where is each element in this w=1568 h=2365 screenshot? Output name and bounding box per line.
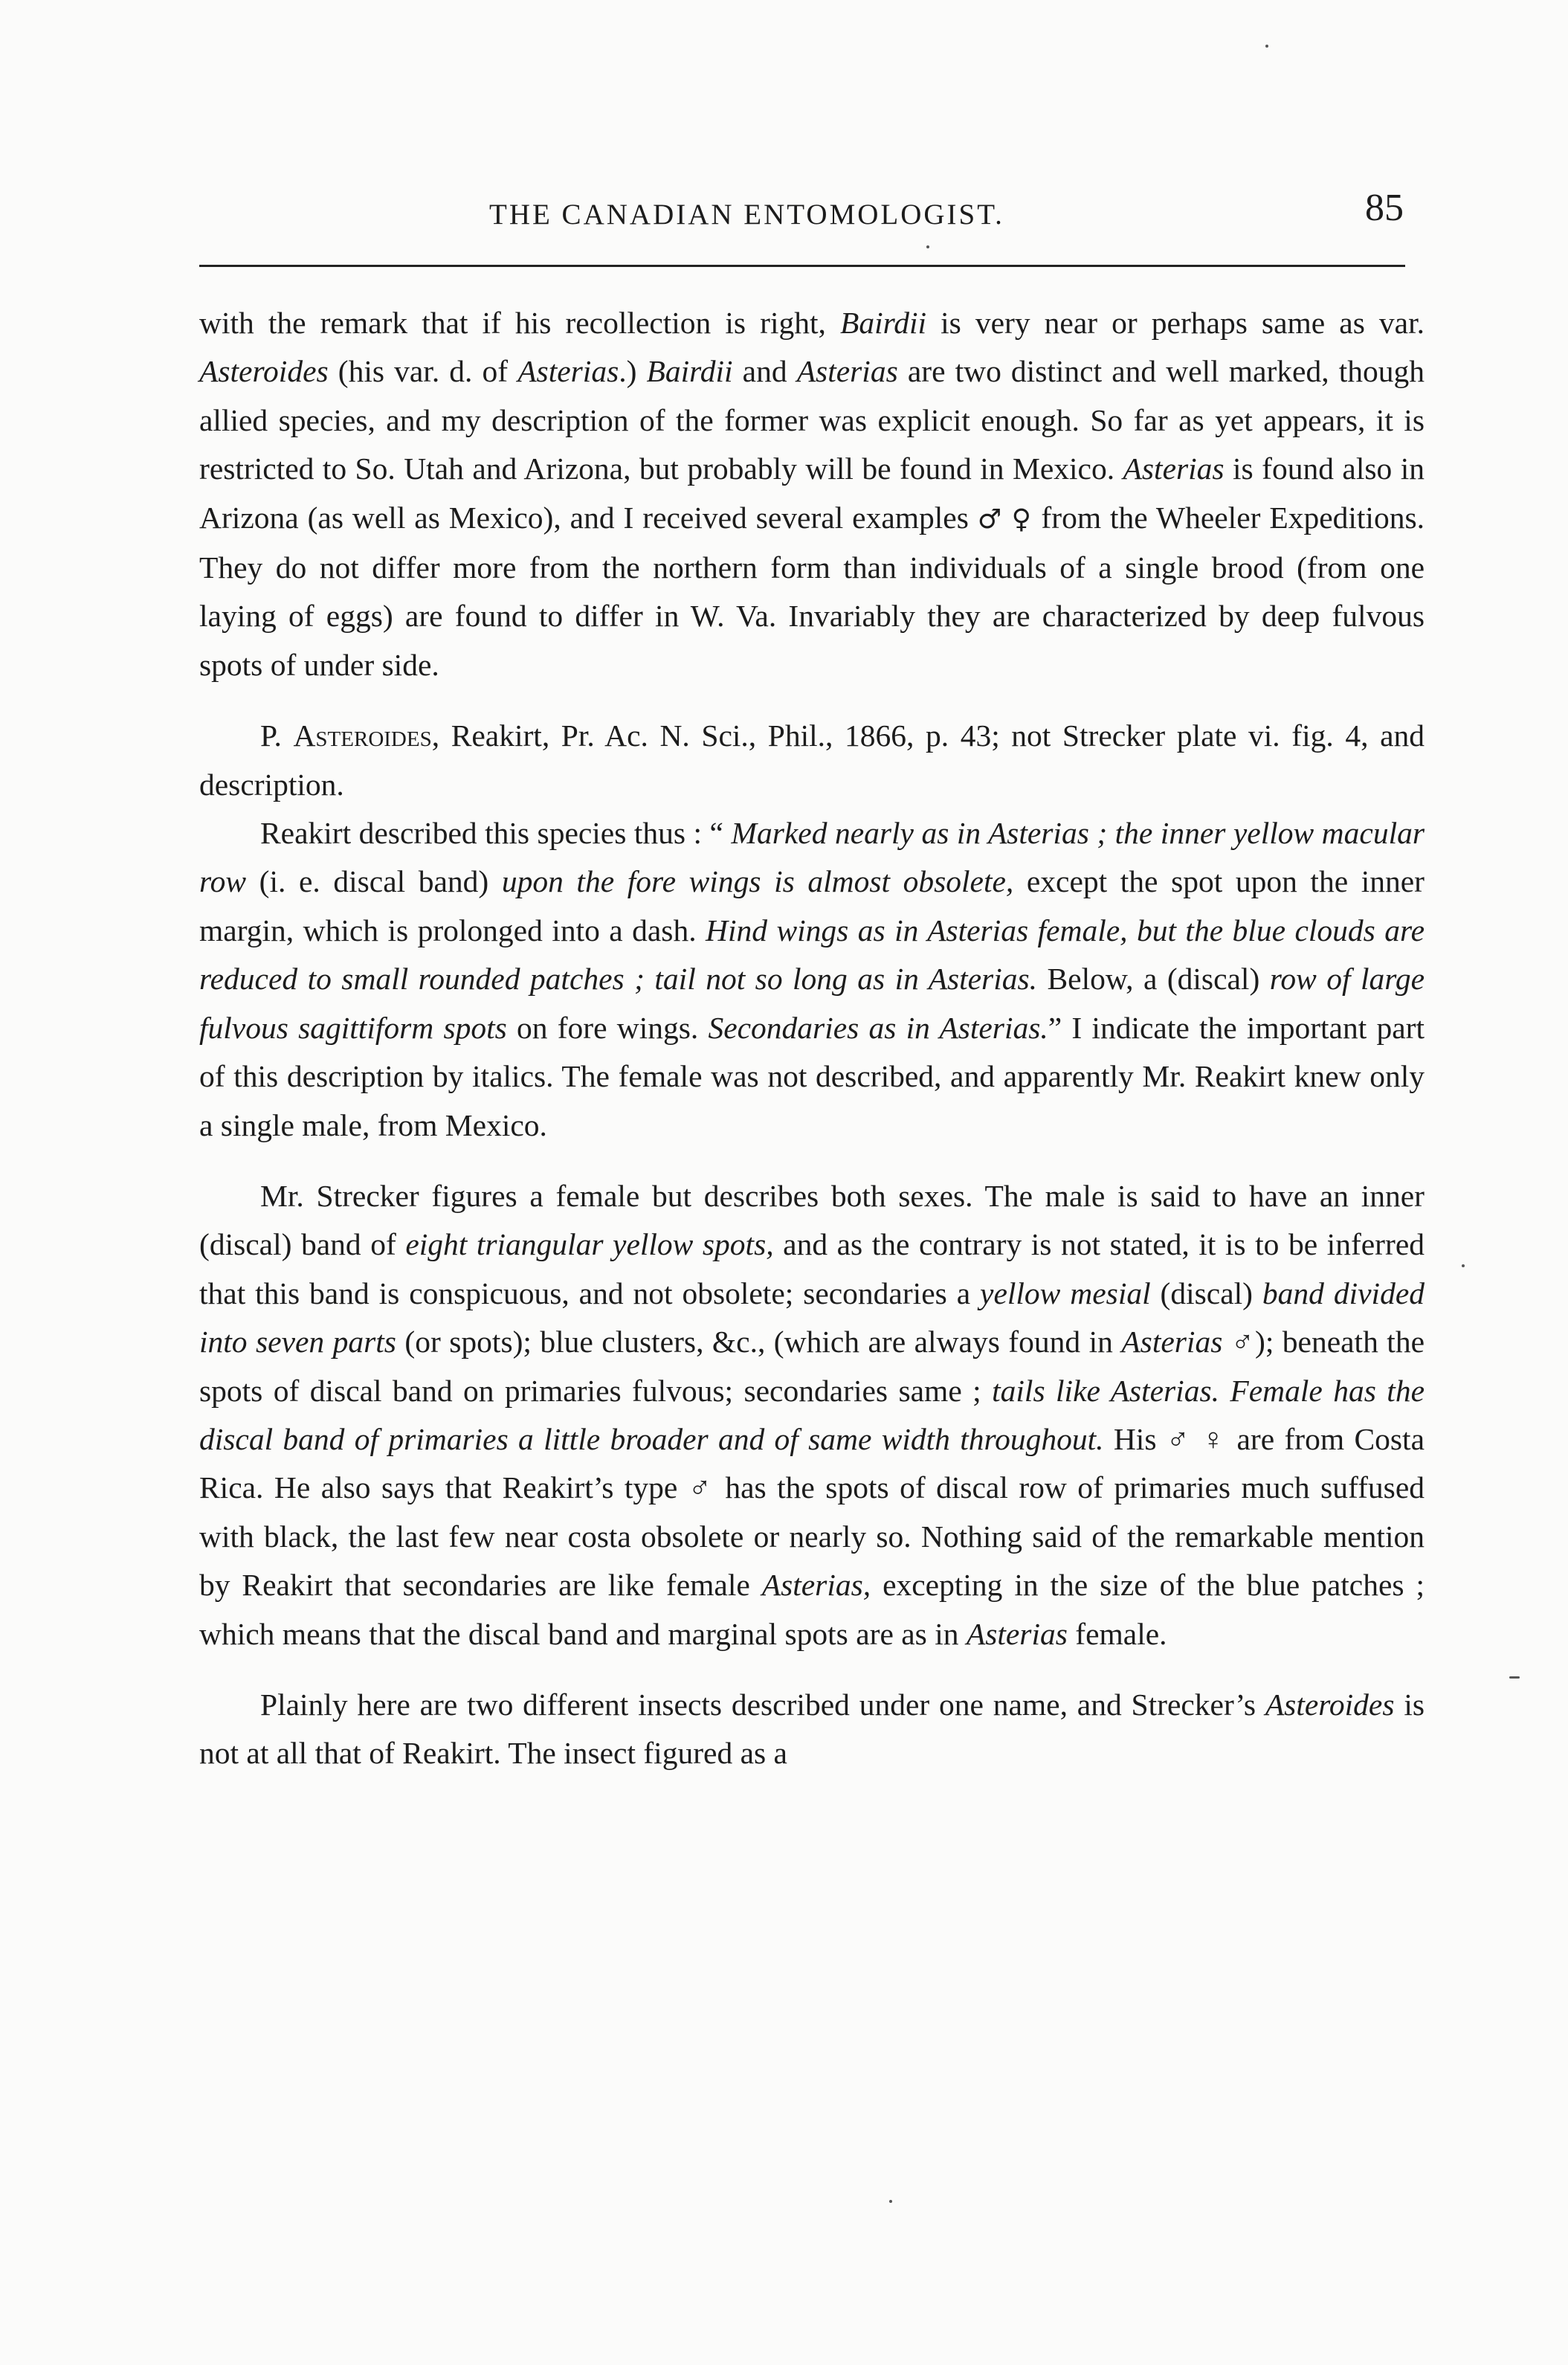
page-number: 85 bbox=[1365, 187, 1404, 229]
print-speck bbox=[1509, 1676, 1520, 1679]
paragraph-1: with the remark that if his recollection is right, Bairdii is very near or perhaps same as var. Asteroides (his var. d. of Asterias.) Bairdii and Asterias are two distinct and well marked, though allied species, and my description of the former was explicit enough. So far as yet appears, it is restricted to So. Utah and Arizona, but probably will be found in Mexico. Asterias is found also in Arizona (as well as Mexico), and I received several examples ♂ ♀ from the Wheeler Expeditions. They do not differ more from the northern form than individuals of a single brood (from one laying of eggs) are found to differ in W. Va. Invariably they are characterized by deep fulvous spots of under side. bbox=[199, 306, 1425, 682]
running-header bbox=[199, 187, 1404, 247]
article-body bbox=[199, 299, 1425, 1778]
header-rule bbox=[199, 265, 1405, 267]
journal-title: THE CANADIAN ENTOMOLOGIST. bbox=[489, 199, 1004, 231]
paragraph-5: Plainly here are two different insects described under one name, and Strecker’s Asteroides is not at all that of Reakirt. The insect figured as a bbox=[199, 1687, 1425, 1771]
print-speck bbox=[889, 2200, 892, 2203]
print-speck bbox=[926, 245, 929, 248]
paragraph-4: Mr. Strecker figures a female but describes both sexes. The male is said to have an inner (discal) band of eight triangular yellow spots, and as the contrary is not stated, it is to be inferred that this band is conspicuous, and not obsolete; secondaries a yellow mesial (discal) band divided into seven parts (or spots); blue clusters, &c., (which are always found in Asterias ♂); beneath the spots of discal band on primaries fulvous; secondaries same ; tails like Asterias. Female has the discal band of primaries a little broader and of same width throughout. His ♂ ♀ are from Costa Rica. He also says that Reakirt’s type ♂ has the spots of discal row of primaries much suffused with black, the last few near costa obsolete or nearly so. Nothing said of the remarkable mention by Reakirt that secondaries are like female Asterias, excepting in the size of the blue patches ; which means that the discal band and marginal spots are as in Asterias female. bbox=[199, 1178, 1425, 1651]
paragraph-2: P. Asteroides, Reakirt, Pr. Ac. N. Sci., Phil., 1866, p. 43; not Strecker plate vi. fig. 4, and description. bbox=[199, 718, 1425, 802]
print-speck bbox=[1265, 45, 1268, 48]
print-speck bbox=[1462, 1264, 1465, 1267]
paragraph-3: Reakirt described this species thus : “ Marked nearly as in Asterias ; the inner yellow macular row (i. e. discal band) upon the fore wings is almost obsolete, except the spot upon the inner margin, which is prolonged into a dash. Hind wings as in Asterias female, but the blue clouds are reduced to small rounded patches ; tail not so long as in Asterias. Below, a (discal) row of large fulvous sagittiform spots on fore wings. Secondaries as in Asterias.” I indicate the important part of this description by italics. The female was not described, and apparently Mr. Reakirt knew only a single male, from Mexico. bbox=[199, 816, 1425, 1142]
male-symbol: ♂ bbox=[977, 503, 1003, 535]
female-symbol: ♀ bbox=[1011, 503, 1033, 535]
